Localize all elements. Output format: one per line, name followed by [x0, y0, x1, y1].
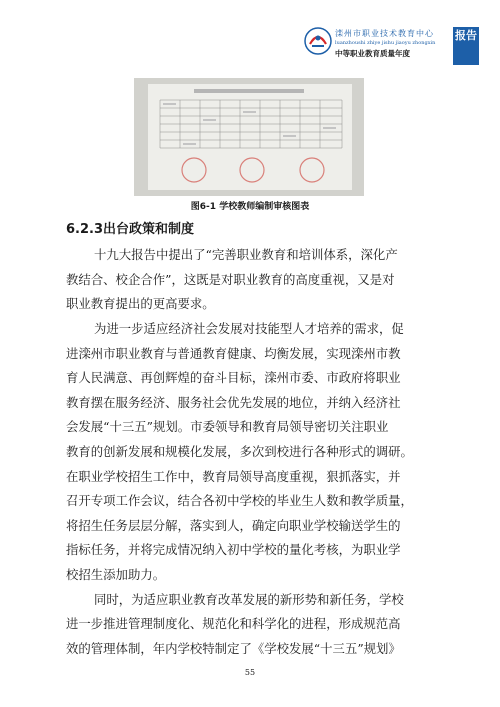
section-heading: 6.2.3出台政策和制度 — [66, 222, 195, 237]
body-line: 进滦州市职业教育与普通教育健康、均衡发展，实现滦州市教 — [66, 346, 401, 361]
body-line: 教育摆在服务经济、服务社会优先发展的地位，并纳入经济社 — [66, 395, 401, 410]
school-emblem-icon — [303, 26, 333, 56]
body-line: 在职业学校招生工作中，教育局领导高度重视，狠抓落实，并 — [66, 469, 401, 484]
body-line: 职业教育提出的更高要求。 — [66, 296, 215, 311]
figure-caption: 图6-1 学校教师编制审核图表 — [190, 202, 310, 212]
institution-pinyin: luanzhoushi zhiye jishu jiaoyu zhongxin — [335, 40, 436, 46]
body-line: 同时，为适应职业教育改革发展的新形势和新任务，学校 — [94, 592, 404, 607]
body-line: 校招生添加助力。 — [66, 567, 166, 582]
body-line: 效的管理体制，年内学校特制定了《学校发展“十三五”规划》 — [66, 641, 401, 656]
scanned-form-image — [134, 78, 364, 196]
audit-table-photo — [134, 78, 364, 196]
institution-name: 滦州市职业技术教育中心 — [335, 29, 434, 38]
body-line: 育人民满意、再创辉煌的奋斗目标，滦州市委、市政府将职业 — [66, 370, 401, 385]
body-line: 会发展“十三五”规划。市委领导和教育局领导密切关注职业 — [66, 419, 389, 434]
body-line: 指标任务，并将完成情况纳入初中学校的量化考核，为职业学 — [66, 542, 401, 557]
body-line: 十九大报告中提出了“完善职业教育和培训体系，深化产 — [94, 247, 398, 262]
body-line: 将招生任务层层分解，落实到人，确定向职业学校输送学生的 — [66, 518, 401, 533]
body-line: 教结合、校企合作”，这既是对职业教育的高度重视，又是对 — [66, 272, 395, 287]
page-number: 55 — [244, 668, 256, 677]
report-title: 中等职业教育质量年度 — [335, 49, 410, 58]
body-line: 教育的创新发展和规模化发展，多次到校进行各种形式的调研。 — [66, 444, 413, 459]
body-line: 进一步推进管理制度化、规范化和科学化的进程，形成规范高 — [66, 616, 401, 631]
report-header — [283, 22, 483, 74]
report-badge: 报告 — [453, 27, 479, 65]
header-text — [335, 28, 450, 59]
body-line: 召开专项工作会议，结合各初中学校的毕业生人数和教学质量， — [66, 493, 413, 508]
body-line: 为进一步适应经济社会发展对技能型人才培养的需求，促 — [94, 321, 404, 336]
